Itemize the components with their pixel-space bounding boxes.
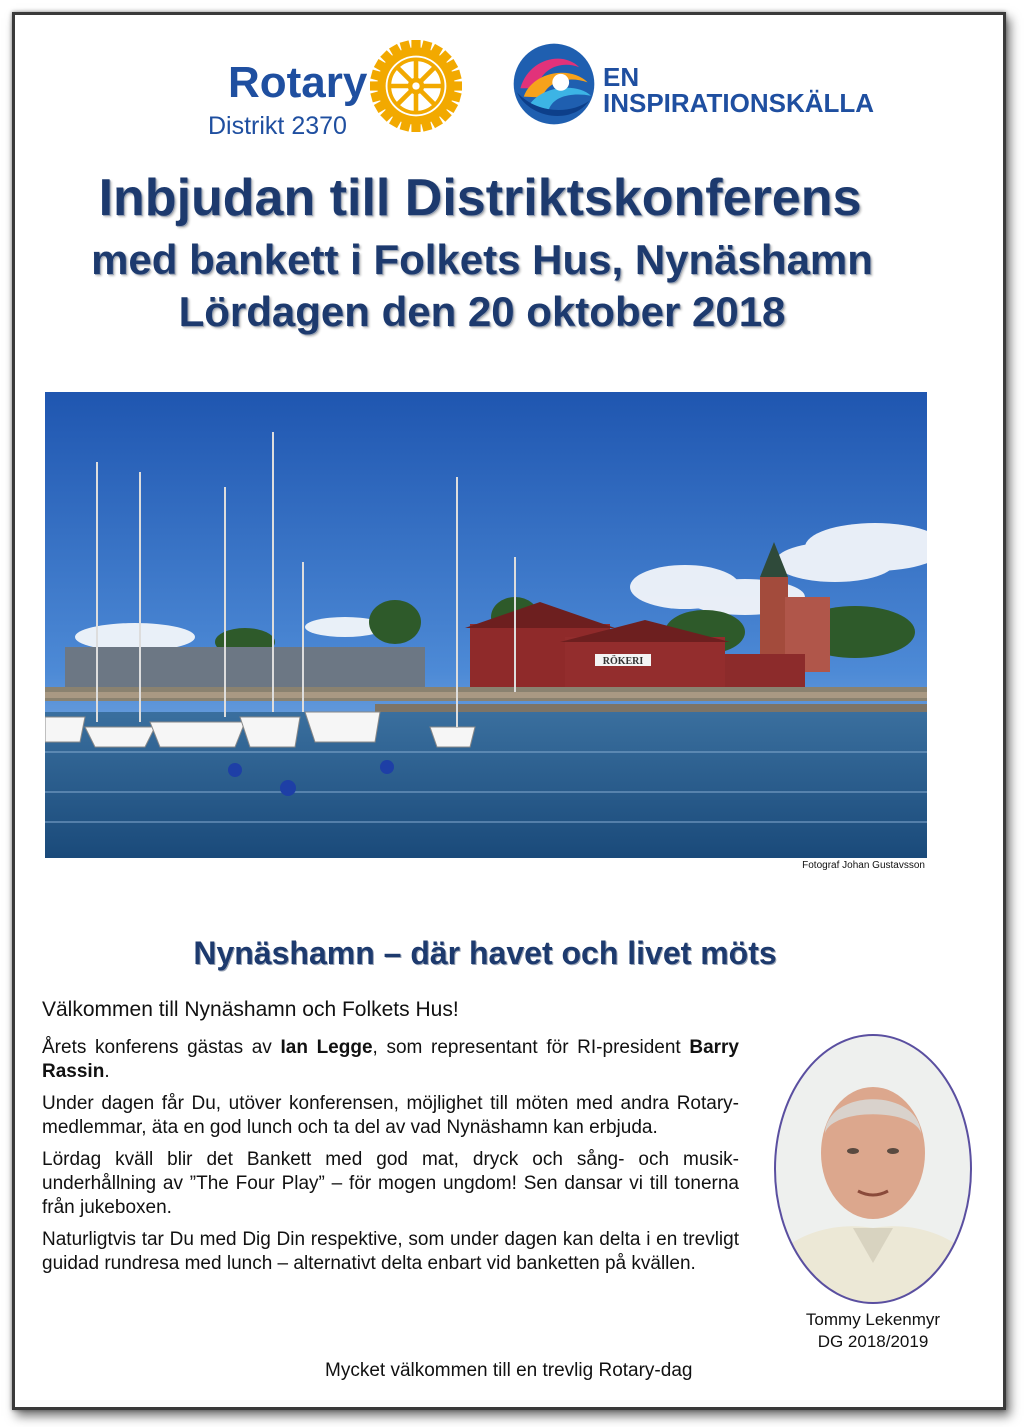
rokeri-sign: RÖKERI	[602, 656, 644, 667]
headline-date: Lördagen den 20 oktober 2018	[178, 288, 786, 335]
guest-name: Ian Legge	[280, 1037, 373, 1058]
guest-paragraph: Årets konferens gästas av Ian Legge, som representant för RI-president Barry Rassin.	[42, 1037, 739, 1082]
district-label: Distrikt 2370	[208, 112, 347, 140]
theme-text-line1: EN	[603, 62, 640, 92]
welcome-line: Välkommen till Nynäshamn och Folkets Hus!	[42, 998, 459, 1021]
banquet-paragraph: Lördag kväll blir det Bankett med god mat, dryck och sång- och musik-underhållning av ”The Four Play” – för mogen ungdom! Sen dansar vi till tonerna från jukeboxen.	[42, 1149, 739, 1218]
portrait-title: DG 2018/2019	[817, 1332, 929, 1351]
rotary-wheel-icon	[370, 40, 462, 132]
headline-title: Inbjudan till Distriktskonferens	[98, 169, 862, 227]
closing-line: Mycket välkommen till en trevlig Rotary-dag	[325, 1360, 693, 1381]
invitation-body	[42, 998, 739, 1284]
partner-paragraph: Naturligtvis tar Du med Dig Din respektive, som under dagen kan delta i en trevligt guidad rundresa med lunch – alternativt delta enbart vid banketten på kvällen.	[42, 1229, 739, 1274]
subheading: Nynäshamn – där havet och livet möts	[193, 935, 777, 971]
governor-portrait	[773, 1033, 973, 1305]
rotary-wordmark: Rotary	[228, 58, 368, 107]
president-name: Barry Rassin	[42, 1037, 739, 1082]
harbour-photo	[45, 392, 927, 858]
theme-text-line2: INSPIRATIONSKÄLLA	[603, 88, 875, 118]
headline-venue: med bankett i Folkets Hus, Nynäshamn	[91, 236, 873, 283]
photo-credit: Fotograf Johan Gustavsson	[802, 860, 925, 871]
day-paragraph: Under dagen får Du, utöver konferensen, möjlighet till möten med andra Rotary-medlemmar, äta en god lunch och ta del av vad Nynäshamn kan erbjuda.	[42, 1093, 739, 1138]
portrait-name: Tommy Lekenmyr	[805, 1310, 941, 1329]
theme-logo-icon	[512, 42, 596, 126]
